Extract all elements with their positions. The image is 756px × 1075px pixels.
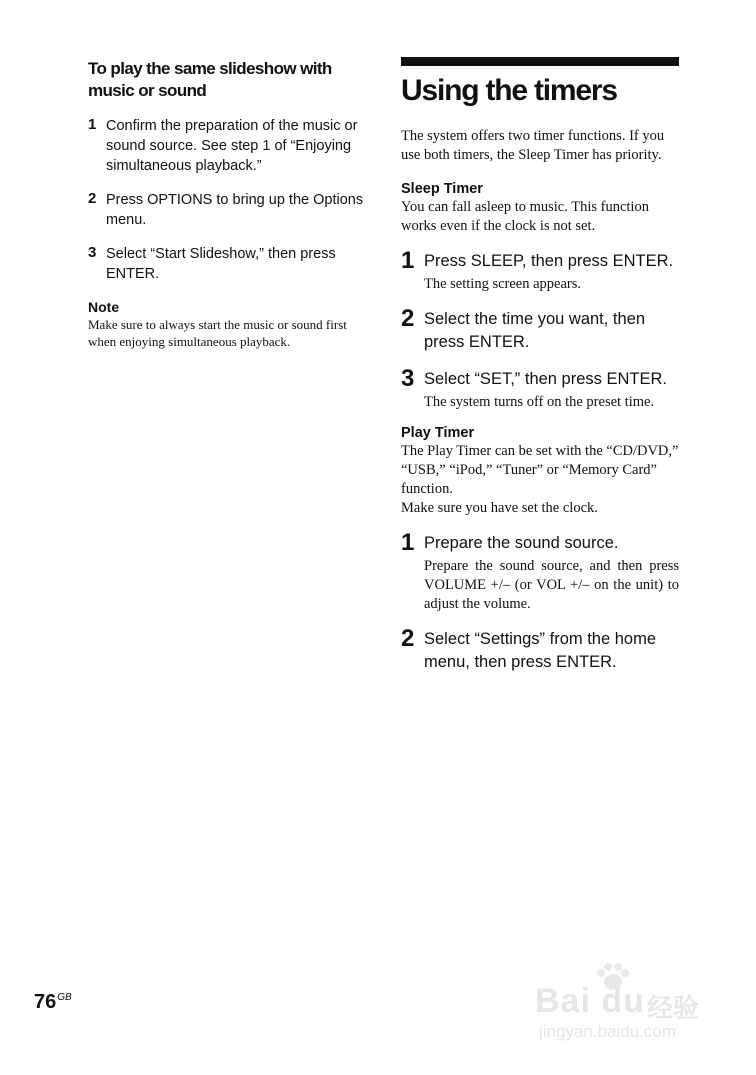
- step-item: [401, 365, 679, 412]
- step-text: Press OPTIONS to bring up the Options menu.: [106, 192, 364, 228]
- step-heading: Prepare the sound source.: [424, 534, 619, 552]
- sleep-timer-heading: Sleep Timer: [401, 181, 483, 197]
- play-timer-note: Make sure you have set the clock.: [401, 500, 598, 516]
- step-heading: Select the time you want, then press ENTER.: [424, 310, 646, 351]
- note-text: Make sure to always start the music or sound first when enjoying simultaneous playback.: [88, 317, 347, 349]
- step-item: [88, 116, 370, 176]
- step-description: Prepare the sound source, and then press VOLUME +/– (or VOL +/– on the unit) to adjust the volume.: [424, 558, 679, 612]
- play-timer-text: The Play Timer can be set with the “CD/DVD,” “USB,” “iPod,” “Tuner” or “Memory Card” function.: [401, 443, 679, 497]
- sleep-step-list: [401, 247, 679, 412]
- left-step-list: [88, 116, 370, 284]
- left-column: [88, 58, 370, 350]
- watermark-label: 经验: [647, 993, 700, 1023]
- step-number: 1: [88, 116, 97, 133]
- step-item: [401, 529, 679, 614]
- page-region-code: GB: [57, 992, 72, 1004]
- step-number: 1: [401, 529, 415, 556]
- section-title: To play the same slideshow with music or sound: [88, 59, 332, 100]
- step-item: [88, 244, 370, 284]
- step-number: 3: [88, 244, 97, 261]
- sleep-timer-text: You can fall asleep to music. This function works even if the clock is not set.: [401, 199, 649, 234]
- step-number: 1: [401, 247, 415, 274]
- step-text: Confirm the preparation of the music or sound source. See step 1 of “Enjoying simultaneous playback.”: [106, 118, 358, 174]
- title-rule: [401, 57, 679, 66]
- page-title: Using the timers: [401, 74, 617, 107]
- play-timer-heading: Play Timer: [401, 425, 475, 441]
- step-heading: Select “Settings” from the home menu, then press ENTER.: [424, 630, 657, 671]
- note-heading: Note: [88, 299, 120, 315]
- page-number-value: 76: [34, 991, 57, 1013]
- step-description: The system turns off on the preset time.: [424, 394, 655, 410]
- step-number: 2: [401, 305, 415, 332]
- play-step-list: [401, 529, 679, 674]
- step-item: [401, 247, 679, 294]
- step-number: 2: [88, 190, 97, 207]
- step-heading: Select “SET,” then press ENTER.: [424, 370, 667, 388]
- watermark-url: jingyan.baidu.com: [539, 1022, 677, 1041]
- step-description: The setting screen appears.: [424, 276, 582, 292]
- step-heading: Press SLEEP, then press ENTER.: [424, 252, 674, 270]
- step-number: 2: [401, 625, 415, 652]
- step-item: [401, 305, 679, 354]
- step-number: 3: [401, 365, 415, 392]
- step-item: [401, 625, 679, 674]
- step-item: [88, 190, 370, 230]
- right-column: [401, 57, 679, 674]
- intro-text: The system offers two timer functions. If you use both timers, the Sleep Timer has priority.: [401, 128, 665, 163]
- page-number: [34, 991, 72, 1014]
- watermark-brand: Bai du: [535, 982, 645, 1020]
- watermark: [535, 962, 715, 1052]
- step-text: Select “Start Slideshow,” then press ENTER.: [106, 246, 336, 282]
